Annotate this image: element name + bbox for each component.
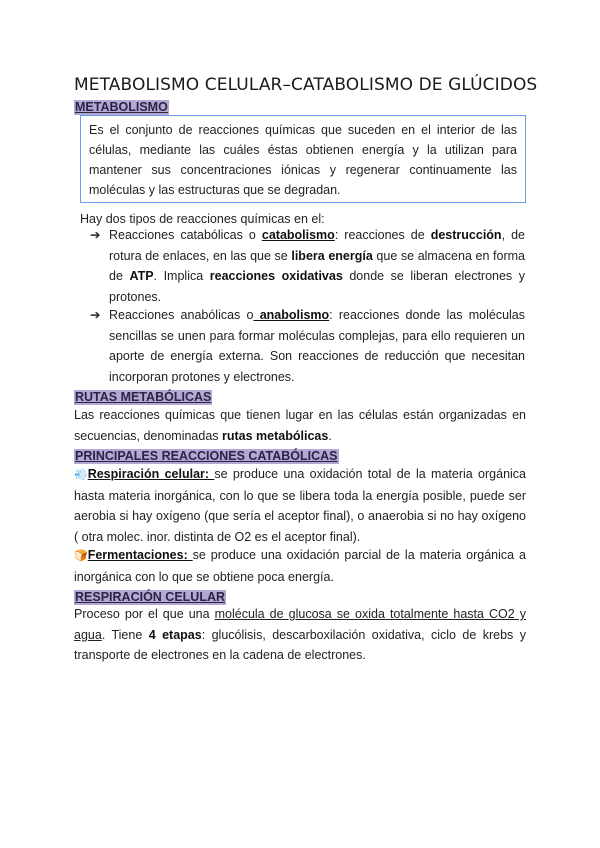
libera-energia-term: libera energía	[291, 248, 373, 263]
atp-term: ATP	[129, 269, 154, 283]
bullet2-text-2: : reacciones donde las moléculas sencillas se unen para formar moléculas complejas, para ello requieren un aporte de energía externa. Son reacciones de reducción que necesitan incorporan protones y electrones.	[109, 308, 525, 384]
tipos-intro: Hay dos tipos de reacciones químicas en el:	[80, 212, 325, 226]
rutas-text-2: .	[328, 428, 332, 443]
bullet-anabolismo	[109, 305, 525, 387]
resp-text-3: : glucólisis, descarboxilación oxidativa, ciclo de krebs y transporte de electrones en la cadena de electrones.	[74, 627, 526, 662]
glucosa-underlined: molécula de glucosa se oxida totalmente hasta CO2 y agua	[74, 607, 526, 642]
rutas-term: rutas metabólicas	[222, 428, 329, 443]
principales-heading	[74, 447, 339, 465]
wind-icon: 💨	[74, 468, 88, 481]
rutas-heading-text: RUTAS METABÓLICAS	[75, 390, 212, 404]
respiracion-celular-heading-text: RESPIRACIÓN CELULAR	[75, 590, 226, 604]
rutas-heading	[74, 388, 212, 406]
etapas-term: 4 etapas	[148, 627, 202, 642]
fermentaciones-label: Fermentaciones:	[87, 548, 193, 562]
bullet-catabolismo	[109, 225, 525, 307]
bullet1-text-1: Reacciones catabólicas o	[109, 228, 262, 242]
bullet1-text-6: donde se liberan electrones y protones.	[109, 269, 525, 304]
arrow-bullet-icon: ➔	[90, 228, 101, 242]
respiracion-paragraph	[74, 464, 526, 547]
fermentaciones-text: se produce una oxidación parcial de la materia orgánica a inorgánica con lo que se obtiene poca energía.	[74, 548, 526, 584]
page-title: METABOLISMO CELULAR–CATABOLISMO DE GLÚCIDOS	[74, 75, 538, 95]
definition-box	[80, 115, 526, 203]
destruccion-term: destrucción	[430, 228, 502, 242]
catabolismo-term: catabolismo	[261, 228, 335, 242]
anabolismo-term: anabolismo	[253, 308, 330, 322]
fermentaciones-paragraph	[74, 545, 526, 587]
metabolismo-definition: Es el conjunto de reacciones químicas que suceden en el interior de las células, mediante las cuáles éstas obtienen energía y la utilizan para mantener sus concentraciones iónicas y regenerar continuamente las moléculas y las estructuras que se degradan.	[89, 123, 517, 197]
bullet1-text-3: , de rotura de enlaces, en las que se	[109, 228, 525, 263]
bread-icon: 🍞	[74, 549, 88, 562]
respiracion-celular-paragraph	[74, 604, 526, 666]
bullet1-text-2: : reacciones de	[334, 228, 431, 242]
oxidativas-term: reacciones oxidativas	[209, 269, 343, 283]
resp-text-2: . Tiene	[101, 627, 149, 642]
metabolismo-heading	[74, 98, 169, 116]
bullet1-text-4: que se almacena en forma de	[109, 248, 525, 283]
arrow-bullet-icon: ➔	[90, 308, 101, 322]
bullet1-text-5: . Implica	[153, 269, 210, 283]
respiracion-label: Respiración celular:	[87, 467, 215, 481]
principales-heading-text: PRINCIPALES REACCIONES CATABÓLICAS	[75, 449, 338, 463]
resp-text-1: Proceso por el que una	[74, 607, 215, 621]
metabolismo-heading-text: METABOLISMO	[75, 100, 168, 114]
respiracion-text: se produce una oxidación total de la materia orgánica hasta materia inorgánica, con lo que se libera toda la energía posible, puede ser aerobia si hay oxígeno (que sería el aceptor final), o anaerobia si no hay oxígeno ( otra molec. inor. distinta de O2 es el aceptor final).	[74, 467, 526, 544]
rutas-paragraph	[74, 405, 526, 446]
rutas-text-1: Las reacciones químicas que tienen lugar en las células están organizadas en secuencias, denominadas	[74, 408, 526, 443]
bullet2-text-1: Reacciones anabólicas o	[109, 308, 254, 322]
